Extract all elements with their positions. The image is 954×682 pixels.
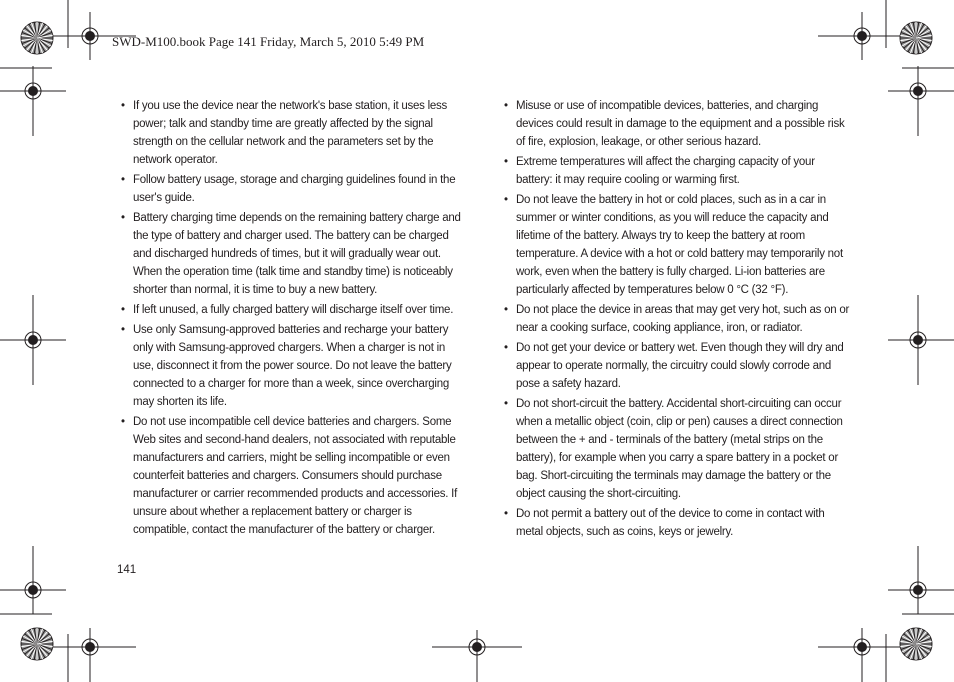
- starburst-mark-top-right: [900, 22, 932, 54]
- list-item-text: Do not permit a battery out of the device to come in contact with metal objects, such as coins, keys or jewelry.: [516, 508, 825, 538]
- bullet: •: [121, 304, 125, 316]
- list-item: [121, 209, 466, 299]
- registration-mark-left-middle: [0, 295, 66, 385]
- list-item-text: Misuse or use of incompatible devices, batteries, and charging devices could result in damage to the equipment and a possible risk of fire, explosion, leakage, or other serious hazard.: [516, 100, 845, 148]
- registration-mark-bottom-right: [818, 628, 902, 682]
- list-item-text: Do not place the device in areas that may get very hot, such as on or near a cooking surface, cooking appliance, iron, or radiator.: [516, 304, 850, 334]
- list-item-text: Battery charging time depends on the remaining battery charge and the type of battery and charger used. The battery can be charged and discharged hundreds of times, but it will gradually wear out. When the operation time (talk time and standby time) is noticeably shorter than normal, it is time to buy a new battery.: [133, 212, 461, 296]
- bullet: •: [504, 398, 508, 410]
- list-item: [121, 301, 466, 319]
- list-item: [504, 153, 852, 189]
- list-item: [504, 301, 852, 337]
- bullet: •: [121, 416, 125, 428]
- list-item: [504, 505, 852, 541]
- list-item-text: If left unused, a fully charged battery will discharge itself over time.: [133, 304, 454, 316]
- list-item: [121, 97, 466, 169]
- bullet: •: [504, 194, 508, 206]
- bullet: •: [504, 304, 508, 316]
- list-item-text: Do not leave the battery in hot or cold places, such as in a car in summer or winter conditions, as you will reduce the capacity and lifetime of the battery. Always try to keep the battery at room temperature. A device with a hot or cold battery may temporarily not work, even when the battery is fully charged. Li-ion batteries are particularly affected by temperatures below 0 °C (32 °F).: [516, 194, 843, 296]
- list-item-text: Extreme temperatures will affect the charging capacity of your battery: it may require cooling or warming first.: [516, 156, 815, 186]
- registration-mark-right-lower: [888, 546, 954, 614]
- list-item: [121, 413, 466, 539]
- list-item-text: Do not short-circuit the battery. Accidental short-circuiting can occur when a metallic object (coin, clip or pen) causes a direct connection between the + and - terminals of the battery (metal strips on the battery), for example when you carry a spare battery in a pocket or bag. Short-circuiting the terminals may damage the battery or the object causing the short-circuiting.: [516, 398, 843, 500]
- list-item: [504, 395, 852, 503]
- bullet: •: [504, 156, 508, 168]
- bullet: •: [121, 100, 125, 112]
- list-item-text: Do not use incompatible cell device batteries and chargers. Some Web sites and second-hand dealers, not associated with reputable manufacturers and carriers, might be selling incompatible or even counterfeit batteries and chargers. Consumers should purchase manufacturer or carrier recommended products and accessories. If unsure about whether a replacement battery or charger is compatible, contact the manufacturer of the battery or charger.: [133, 416, 458, 536]
- right-column: [504, 97, 852, 543]
- bullet: •: [504, 342, 508, 354]
- print-slug-header: SWD-M100.book Page 141 Friday, March 5, 2010 5:49 PM: [112, 34, 425, 49]
- registration-mark-left-lower: [0, 546, 66, 614]
- list-item: [504, 191, 852, 299]
- starburst-mark-bottom-right: [900, 628, 932, 660]
- list-item-text: Do not get your device or battery wet. Even though they will dry and appear to operate normally, the circuitry could slowly corrode and pose a safety hazard.: [516, 342, 844, 390]
- list-item-text: If you use the device near the network's base station, it uses less power; talk and standby time are greatly affected by the signal strength on the cellular network and the parameters set by the network operator.: [133, 100, 448, 166]
- starburst-mark-bottom-left: [21, 628, 53, 660]
- page-number: 141: [117, 564, 137, 576]
- list-item: [504, 339, 852, 393]
- registration-mark-top-right-header: [818, 12, 902, 60]
- registration-mark-right-upper: [888, 66, 954, 136]
- left-column: [121, 97, 466, 541]
- registration-mark-left-upper: [0, 66, 66, 136]
- list-item: [121, 171, 466, 207]
- list-item: [504, 97, 852, 151]
- bullet: •: [504, 508, 508, 520]
- list-item-text: Use only Samsung-approved batteries and recharge your battery only with Samsung-approved chargers. When a charger is not in use, disconnect it from the power source. Do not leave the battery connected to a charger for more than a week, since overcharging may shorten its life.: [133, 324, 452, 408]
- bullet: •: [504, 100, 508, 112]
- bullet: •: [121, 212, 125, 224]
- bullet: •: [121, 324, 125, 336]
- list-item: [121, 321, 466, 411]
- starburst-mark-top-left: [21, 22, 53, 54]
- registration-mark-right-middle: [888, 295, 954, 385]
- registration-mark-bottom-left: [52, 628, 136, 682]
- list-item-text: Follow battery usage, storage and charging guidelines found in the user's guide.: [133, 174, 456, 204]
- bullet: •: [121, 174, 125, 186]
